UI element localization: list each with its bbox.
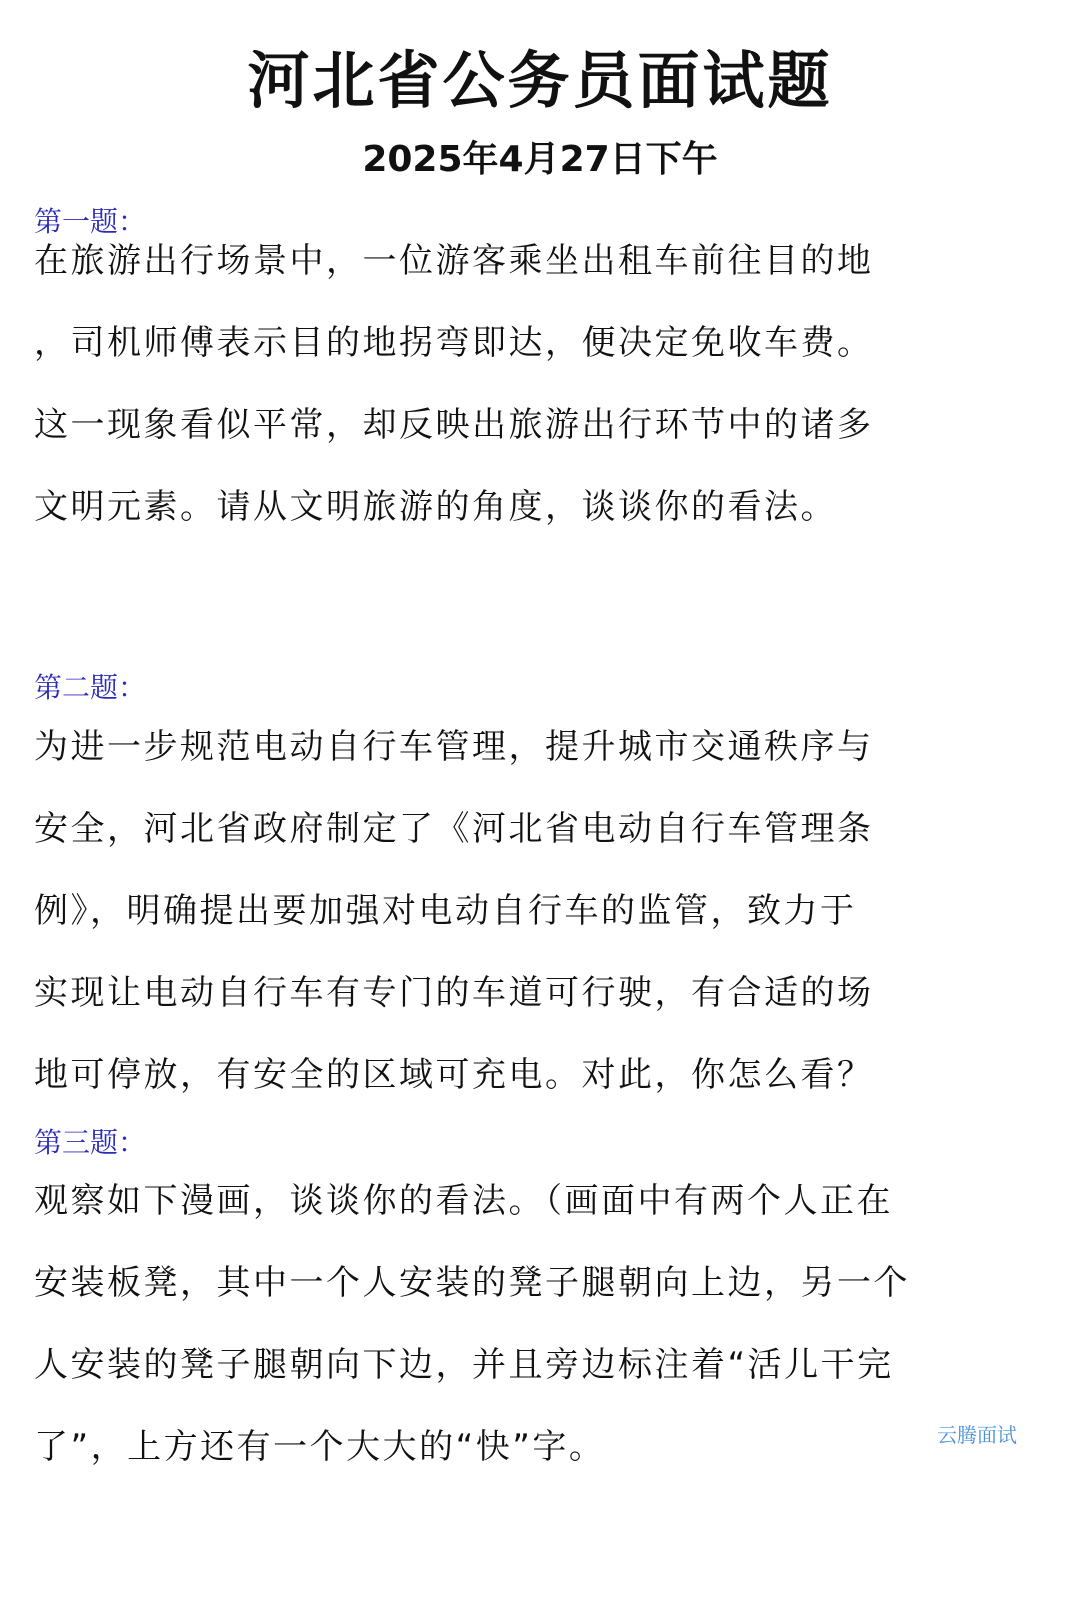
text-line: 实现让电动自行车有专门的车道可行驶，有合适的场 xyxy=(34,973,874,1013)
text-line: 地可停放，有安全的区域可充电。对此，你怎么看？ xyxy=(34,1055,874,1095)
text-line: 在旅游出行场景中，一位游客乘坐出租车前往目的地 xyxy=(34,241,874,281)
question-3-text xyxy=(34,1160,1044,1488)
question-2-text xyxy=(34,706,1044,1116)
page-title: 河北省公务员面试题 xyxy=(247,44,833,117)
question-2-label: 第二题： xyxy=(34,671,147,704)
text-line: 文明元素。请从文明旅游的角度，谈谈你的看法。 xyxy=(34,487,837,527)
text-line: 这一现象看似平常，却反映出旅游出行环节中的诸多 xyxy=(34,405,874,445)
text-line: 观察如下漫画，谈谈你的看法。（画面中有两个人正在 xyxy=(34,1181,893,1221)
watermark: 云腾面试 xyxy=(937,1423,1017,1447)
question-1-text xyxy=(34,220,1044,548)
text-line: ，司机师傅表示目的地拐弯即达，便决定免收车费。 xyxy=(34,323,874,363)
exam-date: 2025年4月27日下午 xyxy=(362,139,718,180)
text-line: 人安装的凳子腿朝向下边，并且旁边标注着“活儿干完 xyxy=(34,1345,894,1385)
text-line: 例》，明确提出要加强对电动自行车的监管，致力于 xyxy=(34,891,857,931)
question-3-label: 第三题： xyxy=(34,1126,147,1159)
text-line: 为进一步规范电动自行车管理，提升城市交通秩序与 xyxy=(34,727,874,767)
question-1-label: 第一题： xyxy=(34,205,147,238)
text-line: 安装板凳，其中一个人安装的凳子腿朝向上边，另一个 xyxy=(34,1263,910,1303)
text-line: 安全，河北省政府制定了《河北省电动自行车管理条 xyxy=(34,809,874,849)
text-line: 了”，上方还有一个大大的“快”字。 xyxy=(34,1427,606,1467)
